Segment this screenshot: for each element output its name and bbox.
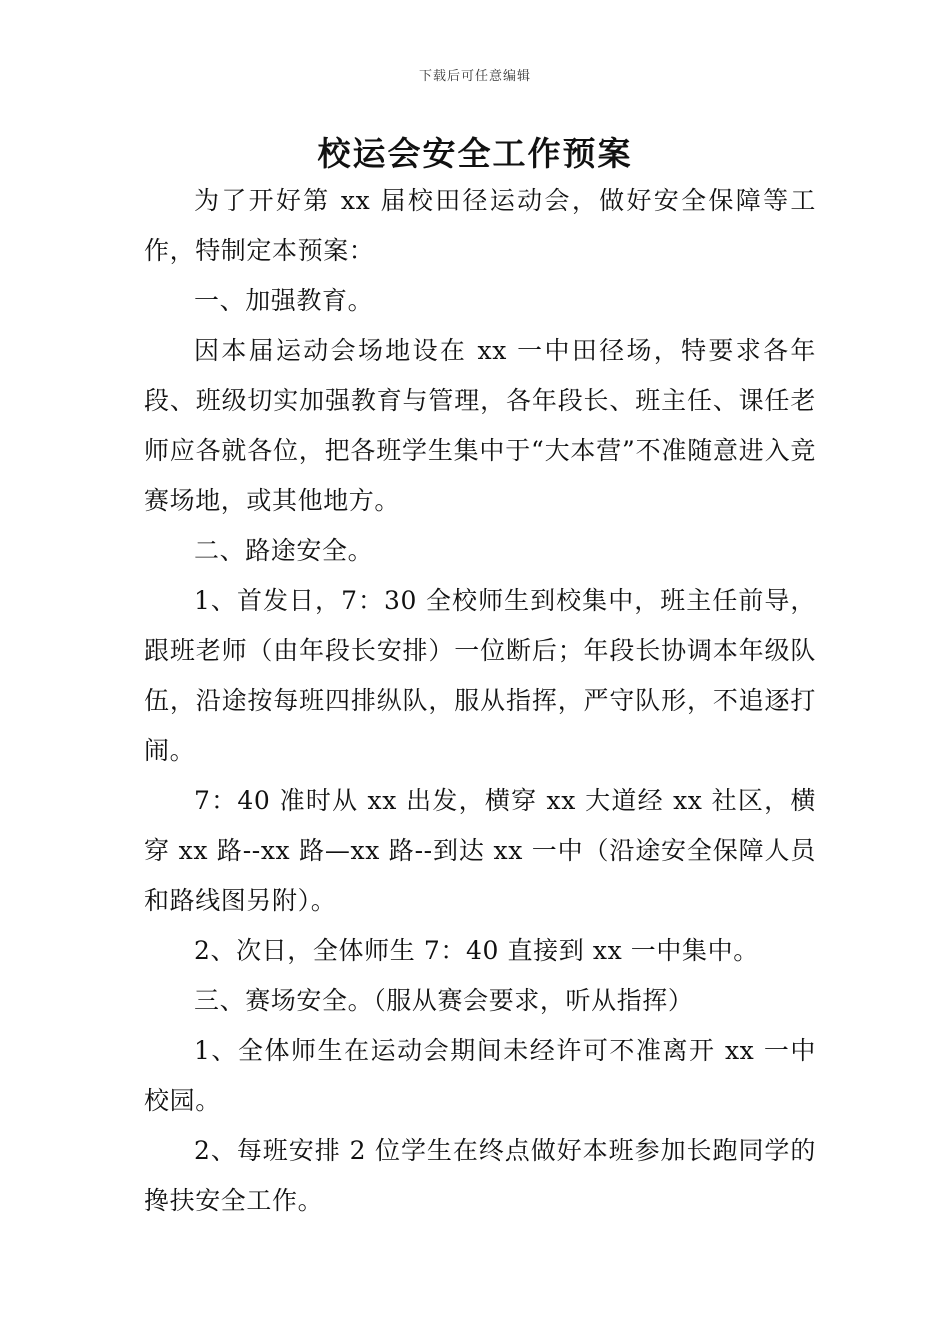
route-item-1: 1、首发日，7：30 全校师生到校集中，班主任前导，跟班老师（由年段长安排）一位断后；年段长协调本年级队伍，沿途按每班四排纵队，服从指挥，严守队形，不追逐打闹。 [144,586,816,765]
document-title: 校运会安全工作预案 [317,134,633,173]
route-item-2: 2、次日，全体师生 7：40 直接到 xx 一中集中。 [194,936,759,965]
section-heading-venue-safety: 三、赛场安全。（服从赛会要求，听从指挥） [194,986,694,1015]
intro-paragraph: 为了开好第 xx 届校田径运动会，做好安全保障等工作，特制定本预案： [144,186,816,265]
venue-item-1: 1、全体师生在运动会期间未经许可不准离开 xx 一中校园。 [144,1036,816,1115]
section-heading-education: 一、加强教育。 [194,286,374,315]
section-heading-route-safety: 二、路途安全。 [194,536,374,565]
education-paragraph: 因本届运动会场地设在 xx 一中田径场，特要求各年段、班级切实加强教育与管理，各年段长、班主任、课任老师应各就各位，把各班学生集中于“大本营”不准随意进入竞赛场地，或其他地方。 [144,336,816,515]
venue-item-2: 2、每班安排 2 位学生在终点做好本班参加长跑同学的搀扶安全工作。 [144,1136,816,1215]
header-note: 下载后可任意编辑 [418,69,531,84]
document-body [144,176,816,1226]
route-departure-paragraph: 7：40 准时从 xx 出发，横穿 xx 大道经 xx 社区，横穿 xx 路--xx 路—xx 路--到达 xx 一中（沿途安全保障人员和路线图另附）。 [144,786,816,915]
